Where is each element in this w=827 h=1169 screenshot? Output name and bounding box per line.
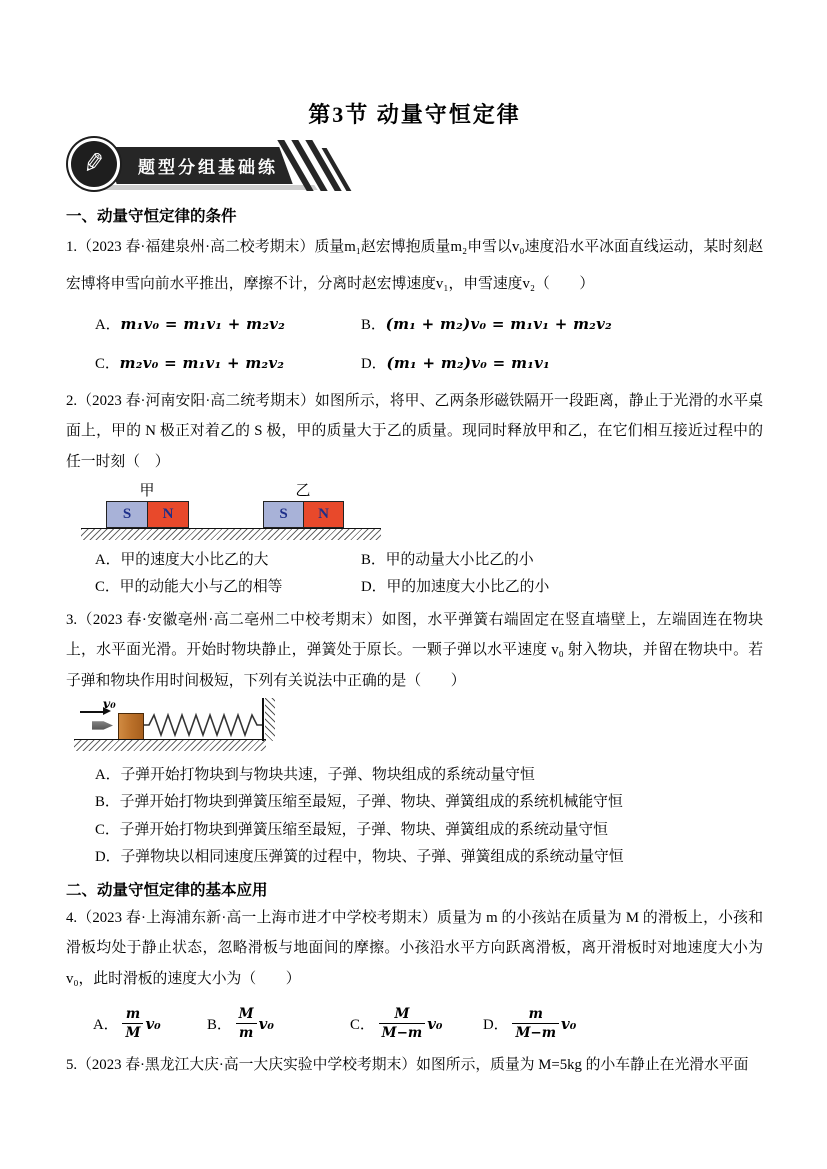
- option-a: A．子弹开始打物块到与物块共速，子弹、物块组成的系统动量守恒: [95, 766, 535, 783]
- formula-d: (m₁ + m₂)v₀ = m₁v₁: [386, 353, 550, 372]
- fraction: $\frac{M}{M-m}$: [379, 1006, 426, 1041]
- banner-bar: [103, 147, 292, 184]
- fraction: $\frac{m}{M}$: [122, 1006, 143, 1041]
- wall-hatch: [265, 698, 275, 741]
- formula-b: (m₁ + m₂)v₀ = m₁v₁ + m₂v₂: [385, 314, 613, 333]
- formula-c: m₂v₀ = m₁v₁ + m₂v₂: [119, 353, 285, 372]
- south-pole: S: [264, 502, 304, 527]
- question-5-text: 5.（2023 春·黑龙江大庆·高一大庆实验中学校考期末）如图所示，质量为 M=5kg 的小车静止在光滑水平面: [66, 1056, 749, 1073]
- magnet-yi-label: 乙: [295, 482, 311, 499]
- option-a: A．m₁v₀ = m₁v₁ + m₂v₂: [95, 314, 286, 333]
- option-b: B．(m₁ + m₂)v₀ = m₁v₁ + m₂v₂: [361, 314, 613, 333]
- option-d: D． $\frac{m}{M-m}$ v₀: [483, 1006, 577, 1042]
- option-c: C．子弹开始打物块到弹簧压缩至最短，子弹、物块、弹簧组成的系统动量守恒: [95, 821, 608, 838]
- option-d: D．(m₁ + m₂)v₀ = m₁v₁: [361, 353, 550, 372]
- question-4-text: 4.（2023 春·上海浦东新·高一上海市进才中学校考期末）质量为 m 的小孩站在质量为 M 的滑板上，小孩和滑板均处于静止状态，忽略滑板与地面间的摩擦。小孩沿水平方向跃离滑板，离开滑板时对地速度大小为 v₀，此时滑板的速度大小为（ ）: [66, 909, 763, 987]
- floor-surface: [74, 739, 266, 751]
- ground-hatch: [81, 529, 381, 540]
- option-c: C．m₂v₀ = m₁v₁ + m₂v₂: [95, 353, 285, 372]
- pen-scroll-icon: [68, 138, 120, 190]
- option-a: A． $\frac{m}{M}$ v₀: [93, 1006, 161, 1042]
- option-b: B．子弹开始打物块到弹簧压缩至最短，子弹、物块、弹簧组成的系统机械能守恒: [95, 794, 623, 811]
- question-2-text: 2.（2023 春·河南安阳·高二统考期末）如图所示，将甲、乙两条形磁铁隔开一段距离，静止于光滑的水平桌面上，甲的 N 极正对着乙的 S 极，甲的质量大于乙的质量。现同时释放甲和乙，在它们相互接近过程中的任一时刻（ ）: [66, 392, 763, 470]
- velocity-arrow-icon: [80, 711, 104, 713]
- pencil-icon: ✎: [81, 147, 107, 180]
- question-3-text: 3.（2023 春·安徽亳州·高二亳州二中校考期末）如图，水平弹簧右端固定在竖直墙壁上，左端固连在物块上，水平面光滑。开始时物块静止，弹簧处于原长。一颗子弹以水平速度 v₀ 射入物块，并留在物块中。若子弹和物块作用时间极短，下列有关说法中正确的是（ ）: [66, 611, 763, 689]
- bullet: [92, 720, 113, 731]
- table-surface: [81, 528, 381, 540]
- south-pole: S: [107, 502, 148, 527]
- section-heading-1: 一、动量守恒定律的条件: [66, 208, 237, 225]
- banner-label: 题型分组基础练: [138, 158, 278, 177]
- option-b: B． $\frac{M}{m}$ v₀: [207, 1006, 274, 1042]
- option-c: C． $\frac{M}{M-m}$ v₀: [350, 1006, 443, 1042]
- north-pole: N: [304, 502, 343, 527]
- velocity-label: v₀: [103, 695, 116, 711]
- section-heading-2: 二、动量守恒定律的基本应用: [66, 881, 268, 899]
- option-a: A．甲的速度大小比乙的大: [95, 551, 269, 568]
- block: [118, 713, 144, 740]
- fraction: $\frac{M}{m}$: [236, 1006, 257, 1041]
- formula-a: m₁v₀ = m₁v₁ + m₂v₂: [120, 314, 286, 333]
- page-content: [66, 0, 763, 1080]
- page-title: 第3节 动量守恒定律: [308, 102, 521, 127]
- magnet-yi: [263, 501, 344, 528]
- banner-shadow: [78, 185, 318, 190]
- option-b: B．甲的动量大小比乙的小: [361, 551, 534, 568]
- option-d: D．子弹物块以相同速度压弹簧的过程中，物块、子弹、弹簧组成的系统动量守恒: [95, 849, 624, 866]
- option-c: C．甲的动能大小与乙的相等: [95, 579, 283, 596]
- question-4-options: [66, 1001, 763, 1047]
- question-3-options: [66, 762, 763, 872]
- section-banner: [66, 138, 763, 198]
- question-1-options: [66, 305, 763, 383]
- magnet-jia: [106, 501, 189, 528]
- bullet-block-spring-diagram: [66, 695, 763, 760]
- fraction: $\frac{m}{M-m}$: [512, 1006, 559, 1041]
- magnet-jia-label: 甲: [139, 482, 155, 499]
- question-2-options: [66, 547, 763, 602]
- option-d: D．甲的加速度大小比乙的小: [361, 579, 550, 596]
- magnet-diagram: [66, 479, 763, 545]
- ground-hatch: [74, 740, 266, 751]
- north-pole: N: [148, 502, 188, 527]
- question-1-text: 1.（2023 春·福建泉州·高二校考期末）质量m₁赵宏博抱质量m₂申雪以v₀速度沿水平冰面直线运动，某时刻赵宏博将申雪向前水平推出，摩擦不计，分离时赵宏博速度v₁，申雪速度v₂（ ）: [66, 239, 763, 292]
- spring-icon: [144, 712, 262, 740]
